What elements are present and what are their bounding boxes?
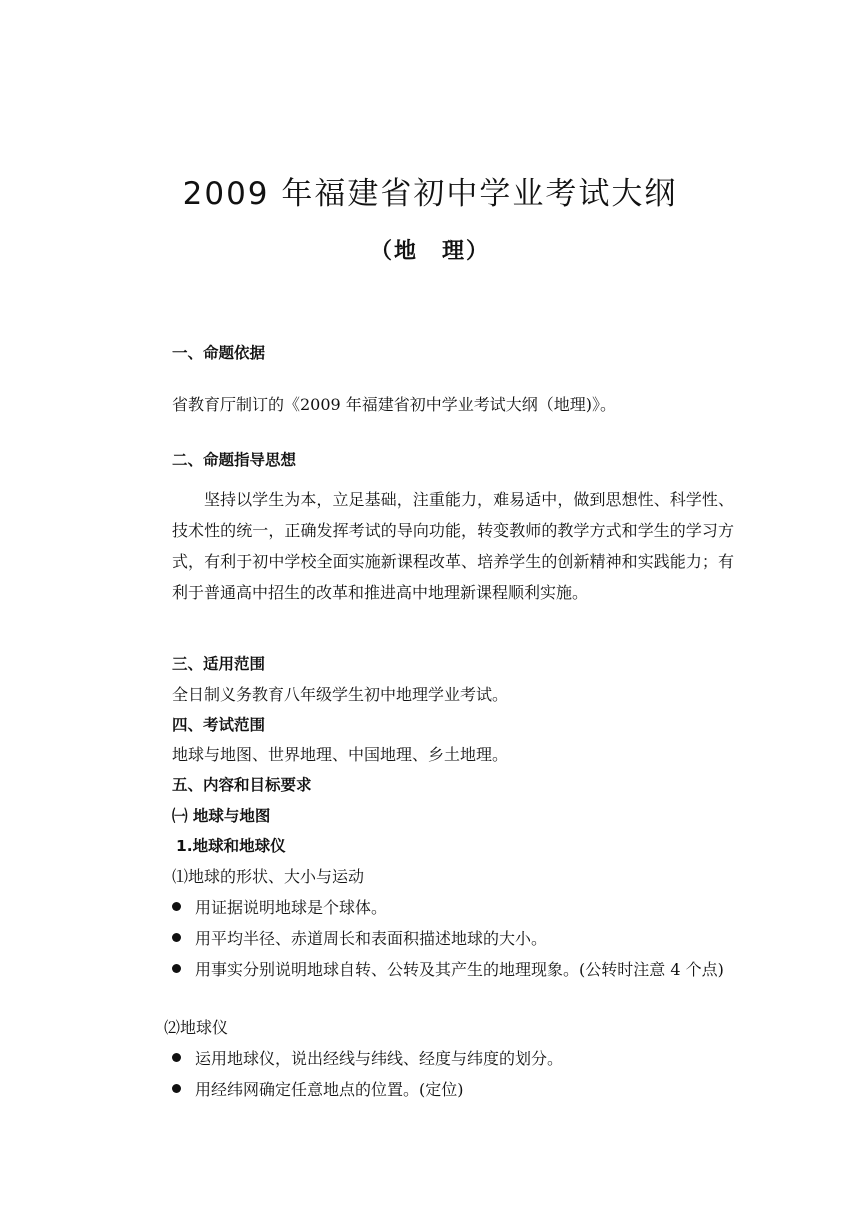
section-heading-4: 四、考试范围 bbox=[172, 716, 266, 734]
section-heading-1: 一、命题依据 bbox=[172, 344, 266, 362]
bullet-dot-icon bbox=[172, 1084, 181, 1093]
bullet-item bbox=[172, 955, 734, 985]
bullet-item bbox=[172, 924, 734, 954]
item-heading-1: ⑴地球的形状、大小与运动 bbox=[172, 867, 365, 886]
subsection-heading-earth-map: ㈠ 地球与地图 bbox=[172, 807, 271, 825]
bullet-text: 用事实分别说明地球自转、公转及其产生的地理现象。(公转时注意 4 个点) bbox=[195, 960, 724, 979]
section-text-3: 全日制义务教育八年级学生初中地理学业考试。 bbox=[172, 685, 509, 704]
bullet-item bbox=[172, 1075, 734, 1105]
section-heading-5: 五、内容和目标要求 bbox=[172, 776, 312, 794]
section-text-2: 坚持以学生为本，立足基础，注重能力，难易适中，做到思想性、科学性、技术性的统一，正确发挥考试的导向功能，转变教师的教学方式和学生的学习方式，有利于初中学校全面实施新课程改革、培养学生的创新精神和实践能力；有利于普通高中招生的改革和推进高中地理新课程顺利实施。 bbox=[172, 490, 734, 602]
item-heading-2: ⑵地球仪 bbox=[164, 1018, 229, 1037]
section-text-4: 地球与地图、世界地理、中国地理、乡土地理。 bbox=[172, 745, 509, 764]
bullet-text: 用证据说明地球是个球体。 bbox=[195, 898, 388, 917]
subsection-heading-earth-globe: 1.地球和地球仪 bbox=[176, 837, 286, 855]
bullet-dot-icon bbox=[172, 902, 181, 911]
document-subtitle: （地 理） bbox=[369, 238, 490, 264]
section-text-1: 省教育厅制订的《2009 年福建省初中学业考试大纲（地理)》。 bbox=[172, 395, 617, 414]
bullet-text: 运用地球仪，说出经线与纬线、经度与纬度的划分。 bbox=[195, 1049, 564, 1068]
bullet-dot-icon bbox=[172, 933, 181, 942]
bullet-dot-icon bbox=[172, 1053, 181, 1062]
section-heading-3: 三、适用范围 bbox=[172, 655, 266, 673]
bullet-dot-icon bbox=[172, 964, 181, 973]
bullet-text: 用经纬网确定任意地点的位置。(定位) bbox=[195, 1080, 464, 1099]
section-heading-2: 二、命题指导思想 bbox=[172, 451, 297, 469]
bullet-item bbox=[172, 1044, 734, 1074]
document-title: 2009 年福建省初中学业考试大纲 bbox=[182, 176, 678, 212]
bullet-item bbox=[172, 893, 734, 923]
bullet-text: 用平均半径、赤道周长和表面积描述地球的大小。 bbox=[195, 929, 548, 948]
